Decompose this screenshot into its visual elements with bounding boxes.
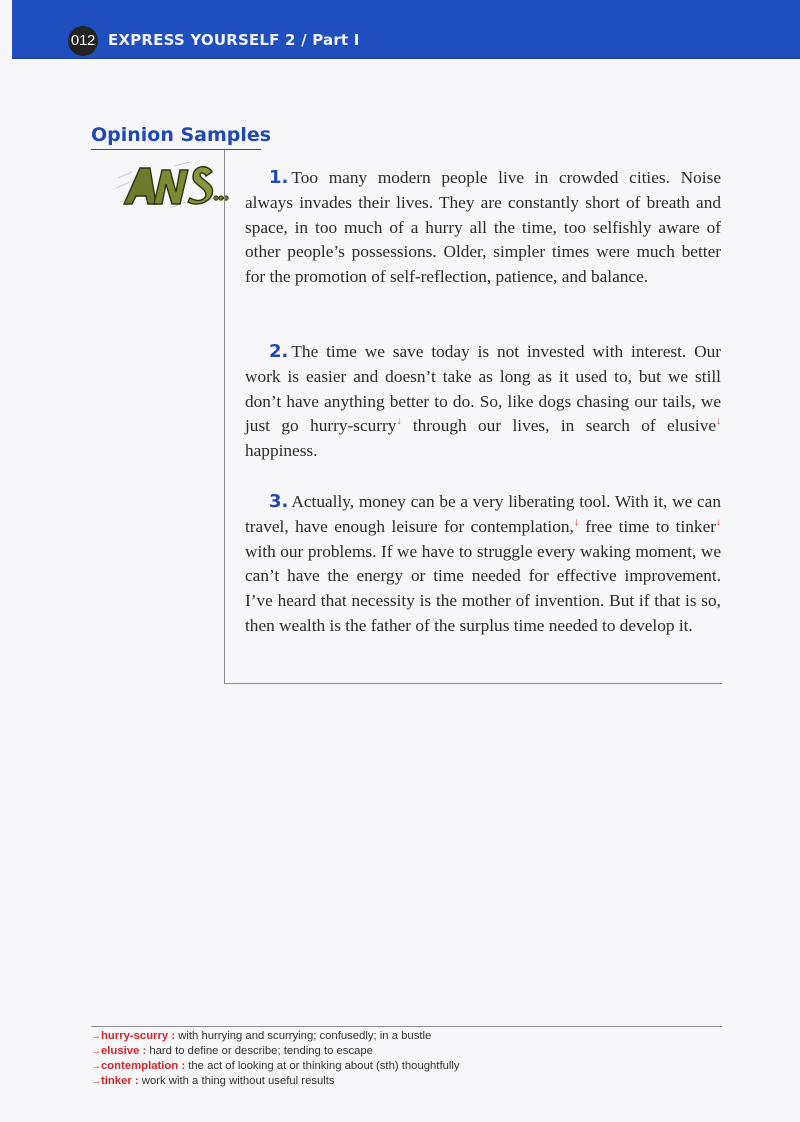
arrow-icon: →: [91, 1061, 101, 1072]
paragraph-text: Actually, money can be a very liberating tool. With it, we can travel, have enough leisure for contemplation,: [245, 492, 721, 536]
paragraph-text: The time we save today is not invested with interest. Our work is easier and doesn’t take as long as it used to, but we still don’t have anything better to do. So, like dogs chasing our tails, we just go hurry-scurry: [245, 342, 721, 436]
glossary-term: tinker :: [101, 1075, 139, 1087]
glossary-entry: [91, 1059, 731, 1074]
glossary-definition: the act of looking at or thinking about (sth) thoughtfully: [185, 1060, 460, 1072]
glossary-marker-icon: ↓: [573, 517, 579, 529]
glossary-marker-icon: ↓: [396, 416, 402, 428]
paragraph-text: with our problems. If we have to struggle every waking moment, we can’t have the energy or time needed for effective improvement. I’ve heard that necessity is the mother of invention. But if that is so, then wealth is the father of the surplus time needed to develop it.: [245, 541, 721, 635]
glossary-marker-icon: ↓: [716, 416, 721, 428]
footer-divider: [91, 1026, 722, 1027]
arrow-icon: →: [91, 1031, 101, 1042]
box-bottom-border: [224, 683, 722, 684]
header-title: EXPRESS YOURSELF 2 / Part I: [108, 31, 360, 49]
opinion-paragraph-3: [245, 490, 721, 639]
glossary-entry: [91, 1074, 731, 1089]
glossary-entry: [91, 1044, 731, 1059]
paragraph-number: 2.: [269, 341, 289, 362]
paragraph-text: free time to tinker: [578, 516, 716, 536]
paragraph-number: 1.: [269, 167, 289, 188]
glossary-marker-icon: ↓: [716, 517, 721, 529]
title-underline: [91, 149, 261, 150]
box-left-border: [224, 150, 225, 683]
paragraph-text: through our lives, in search of elusive: [401, 416, 716, 436]
glossary-definition: with hurrying and scurrying; confusedly; in a bustle: [175, 1030, 432, 1042]
glossary-term: contemplation :: [101, 1060, 186, 1072]
glossary-entry: [91, 1029, 731, 1044]
paragraph-text: Too many modern people live in crowded cities. Noise always invades their lives. They are constantly short of breath and space, in too much of a hurry all the time, too selfishly aware of other people’s possessions. Older, simpler times were much better for the promotion of self-reflection, patience, and balance.: [245, 168, 721, 287]
opinion-paragraph-1: [245, 166, 721, 290]
paragraph-number: 3.: [269, 491, 289, 512]
header-bar: [12, 0, 800, 59]
glossary-term: elusive :: [101, 1045, 147, 1057]
opinion-paragraph-2: [245, 340, 721, 464]
section-title: Opinion Samples: [91, 124, 272, 146]
glossary-term: hurry-scurry :: [101, 1030, 176, 1042]
arrow-icon: →: [91, 1076, 101, 1087]
paragraph-text: happiness.: [245, 441, 318, 461]
glossary-definition: hard to define or describe; tending to escape: [146, 1045, 373, 1057]
arrow-icon: →: [91, 1046, 101, 1057]
glossary: [91, 1029, 731, 1089]
glossary-definition: work with a thing without useful results: [138, 1075, 335, 1087]
ans-logo: [110, 158, 230, 214]
page-number-badge: 012: [68, 26, 98, 56]
